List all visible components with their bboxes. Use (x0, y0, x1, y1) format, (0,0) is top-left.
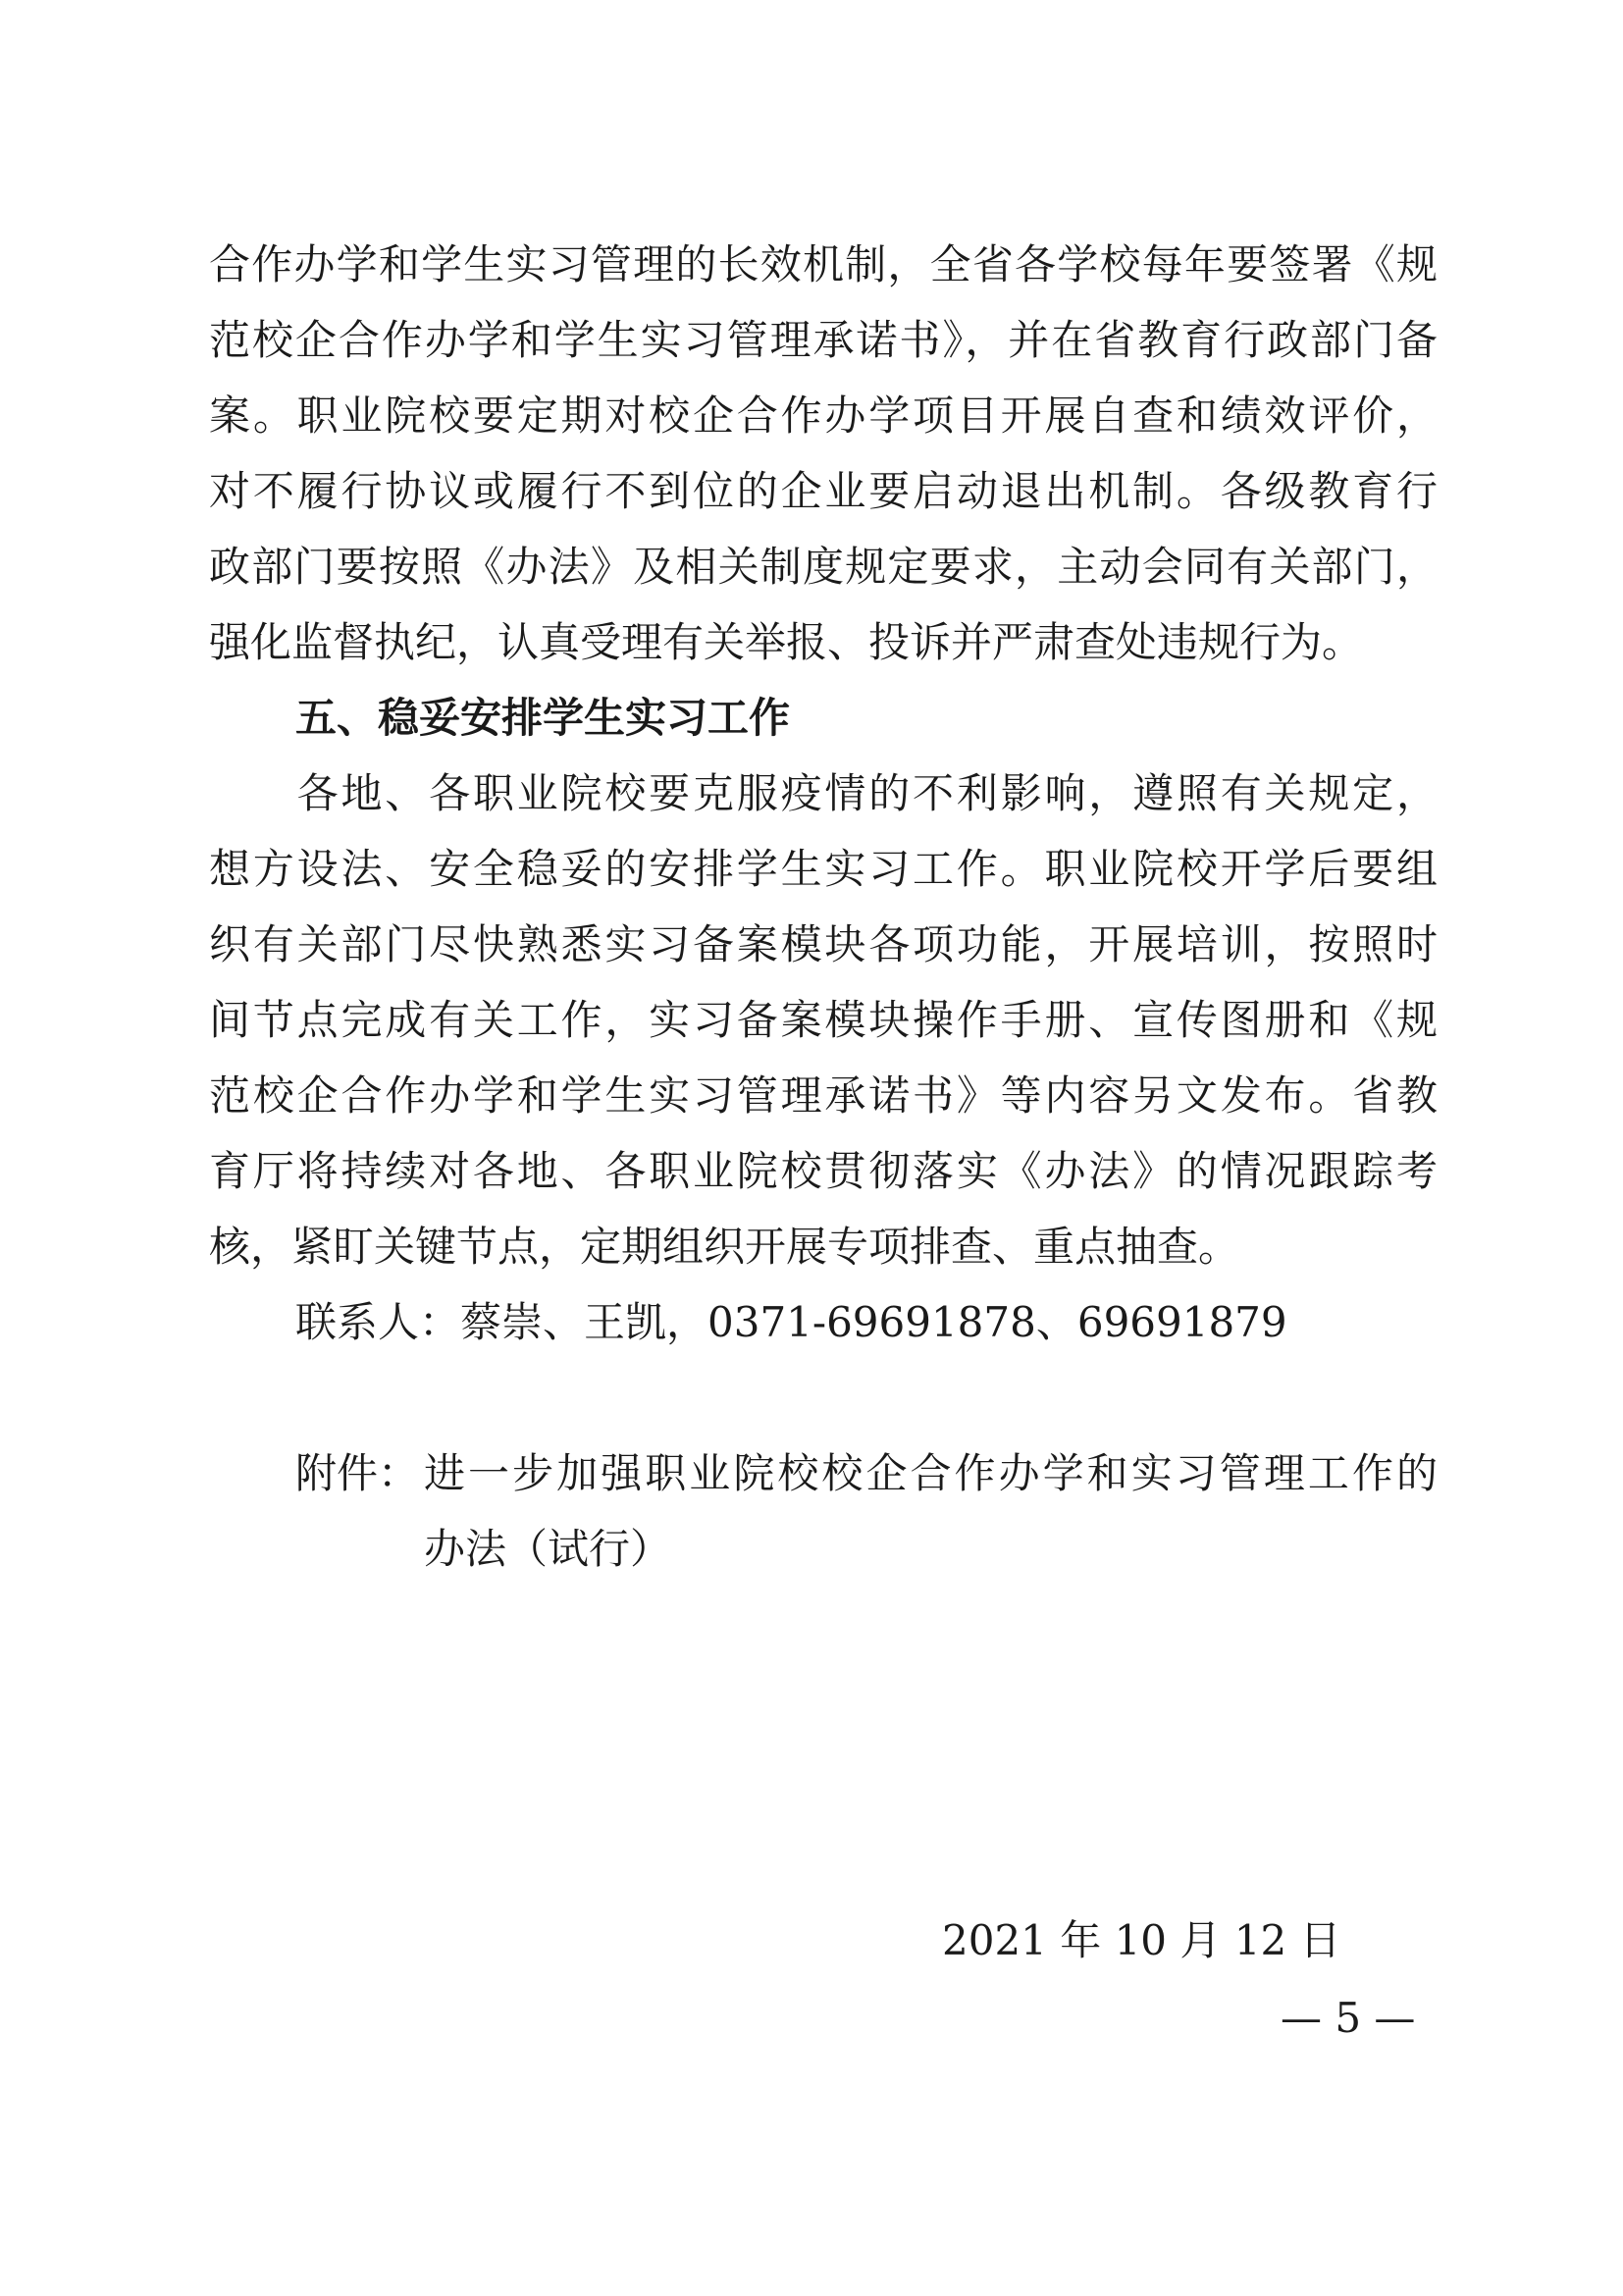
body-line: 合作办学和学生实习管理的长效机制，全省各学校每年要签署《规 (209, 240, 1438, 288)
body-line: 范校企合作办学和学生实习管理承诺书》，并在省教育行政部门备 (209, 316, 1438, 364)
body-line: 强化监督执纪，认真受理有关举报、投诉并严肃查处违规行为。 (209, 618, 1364, 666)
section-heading: 五、稳妥安排学生实习工作 (295, 694, 791, 742)
attachment-label: 附件： (295, 1449, 420, 1497)
body-line: 范校企合作办学和学生实习管理承诺书》等内容另文发布。省教 (209, 1071, 1438, 1120)
body-line: 间节点完成有关工作，实习备案模块操作手册、宣传图册和《规 (209, 996, 1438, 1044)
body-line: 核，紧盯关键节点，定期组织开展专项排查、重点抽查。 (209, 1223, 1240, 1271)
attachment-title-line: 办法（试行） (424, 1525, 672, 1573)
body-line: 各地、各职业院校要克服疫情的不利影响，遵照有关规定， (209, 769, 1438, 817)
body-line: 政部门要按照《办法》及相关制度规定要求，主动会同有关部门， (209, 543, 1438, 591)
attachment-title-line: 进一步加强职业院校校企合作办学和实习管理工作的 (424, 1449, 1438, 1497)
body-line: 对不履行协议或履行不到位的企业要启动退出机制。各级教育行 (209, 467, 1438, 515)
body-line: 案。职业院校要定期对校企合作办学项目开展自查和绩效评价， (209, 391, 1438, 440)
contact-info: 联系人：蔡崇、王凯，0371-69691878、69691879 (295, 1298, 1287, 1346)
body-line: 想方设法、安全稳妥的安排学生实习工作。职业院校开学后要组 (209, 845, 1438, 893)
body-line: 织有关部门尽快熟悉实习备案模块各项功能，开展培训，按照时 (209, 920, 1438, 968)
document-date: 2021 年 10 月 12 日 (942, 1916, 1341, 1964)
body-line: 育厅将持续对各地、各职业院校贯彻落实《办法》的情况跟踪考 (209, 1147, 1438, 1195)
page-number: — 5 — (1281, 1994, 1416, 2042)
